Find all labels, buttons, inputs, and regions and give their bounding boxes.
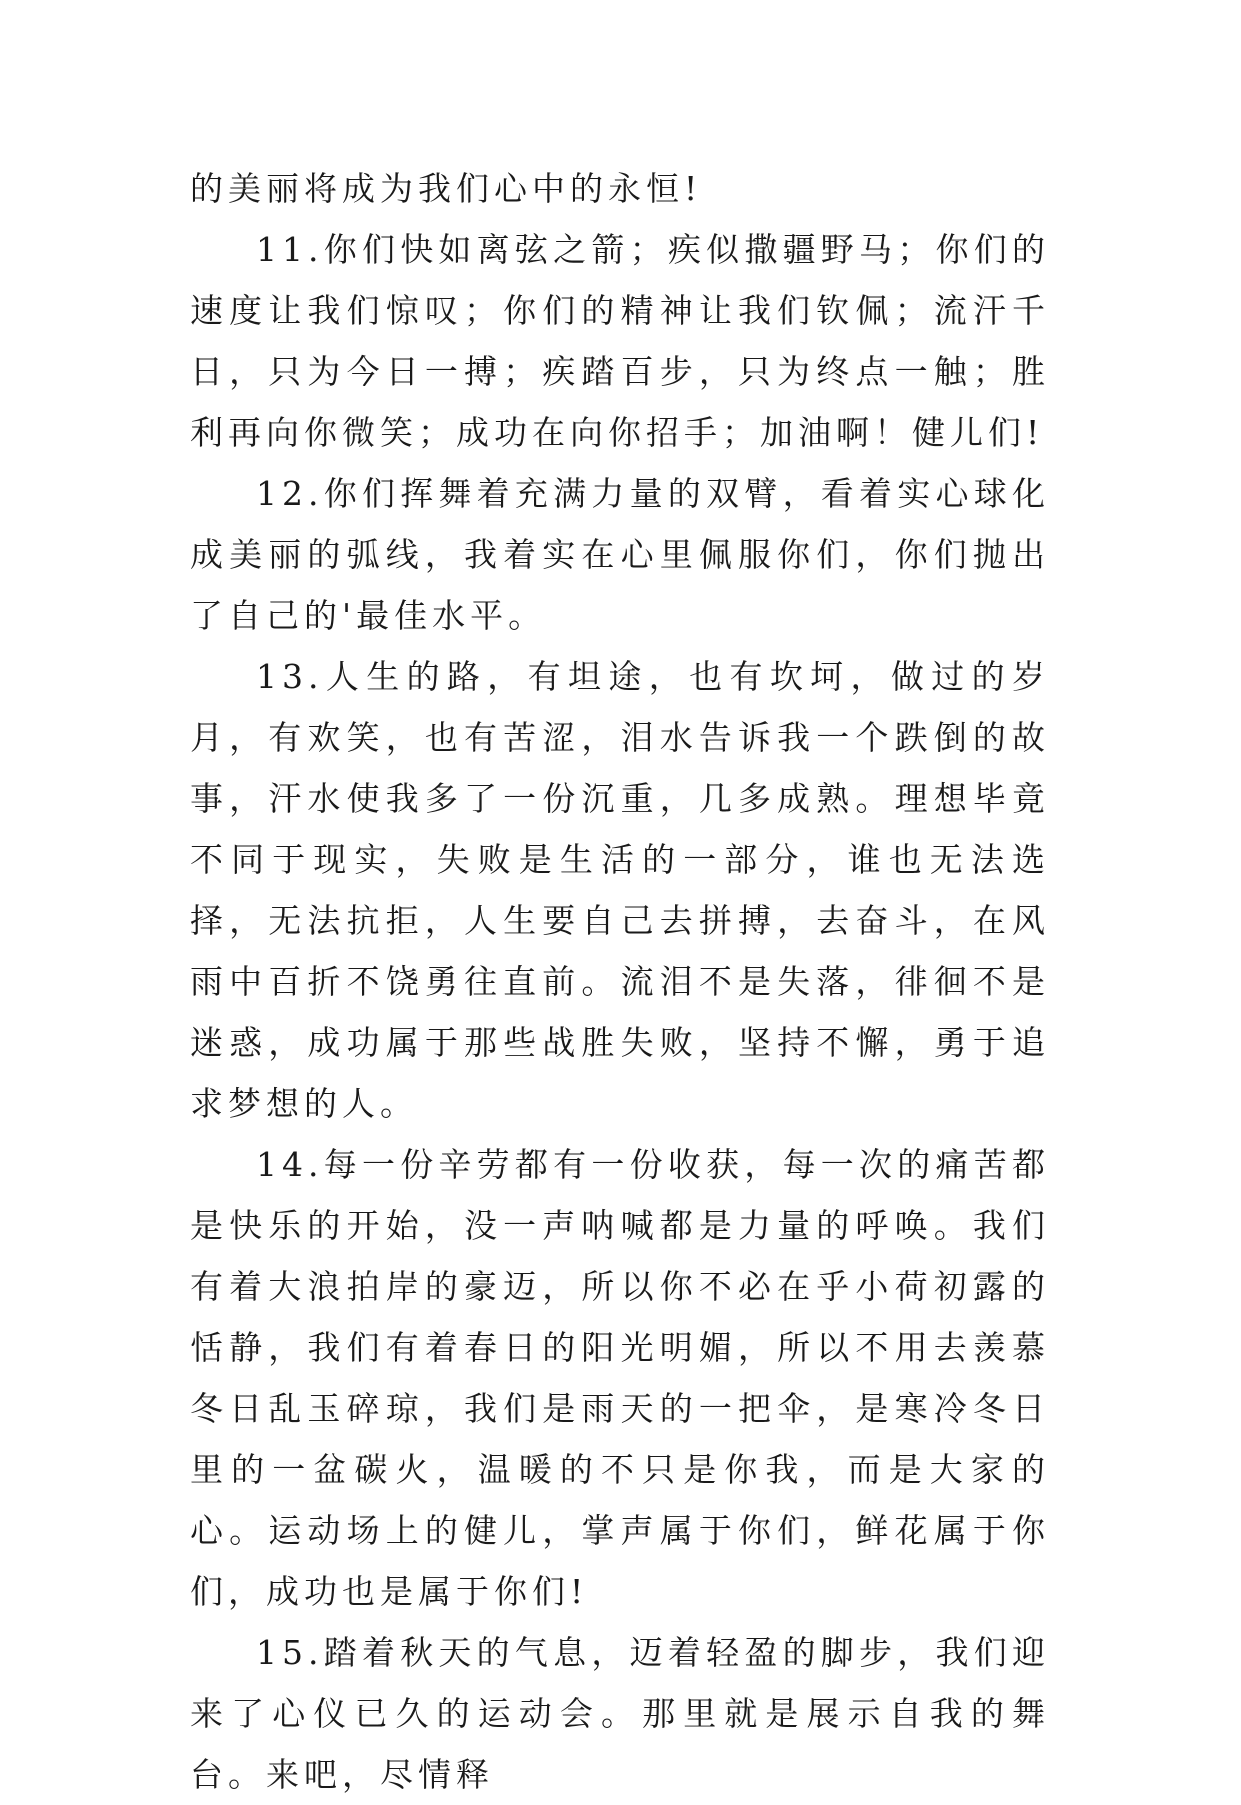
paragraph-13: 13.人生的路，有坦途，也有坎坷，做过的岁月，有欢笑，也有苦涩，泪水告诉我一个跌倒的故事，汗水使我多了一份沉重，几多成熟。理想毕竟不同于现实，失败是生活的一部分，谁也无法选择，无法抗拒，人生要自己去拼搏，去奋斗，在风雨中百折不饶勇往直前。流泪不是失落，徘徊不是迷惑，成功属于那些战胜失败，坚持不懈，勇于追求梦想的人。 [190,657,1050,1123]
paragraph-15: 15.踏着秋天的气息，迈着轻盈的脚步，我们迎来了心仪已久的运动会。那里就是展示自我的舞台。来吧，尽情释 [190,1633,1050,1794]
paragraph-14: 14.每一份辛劳都有一份收获，每一次的痛苦都是快乐的开始，没一声呐喊都是力量的呼唤。我们有着大浪拍岸的豪迈，所以你不必在乎小荷初露的恬静，我们有着春日的阳光明媚，所以不用去羡慕冬日乱玉碎琼，我们是雨天的一把伞，是寒冷冬日里的一盆碳火，温暖的不只是你我，而是大家的心。运动场上的健儿，掌声属于你们，鲜花属于你们，成功也是属于你们! [190,1145,1050,1611]
paragraph-continuation: 的美丽将成为我们心中的永恒! [190,169,703,208]
paragraph-12: 12.你们挥舞着充满力量的双臂，看着实心球化成美丽的弧线，我着实在心里佩服你们，你们抛出了自己的'最佳水平。 [190,474,1050,635]
paragraph-11: 11.你们快如离弦之箭；疾似撒疆野马；你们的速度让我们惊叹；你们的精神让我们钦佩；流汗千日，只为今日一搏；疾踏百步，只为终点一触；胜利再向你微笑；成功在向你招手；加油啊！健儿们! [190,230,1050,452]
document-body [190,158,1050,1805]
